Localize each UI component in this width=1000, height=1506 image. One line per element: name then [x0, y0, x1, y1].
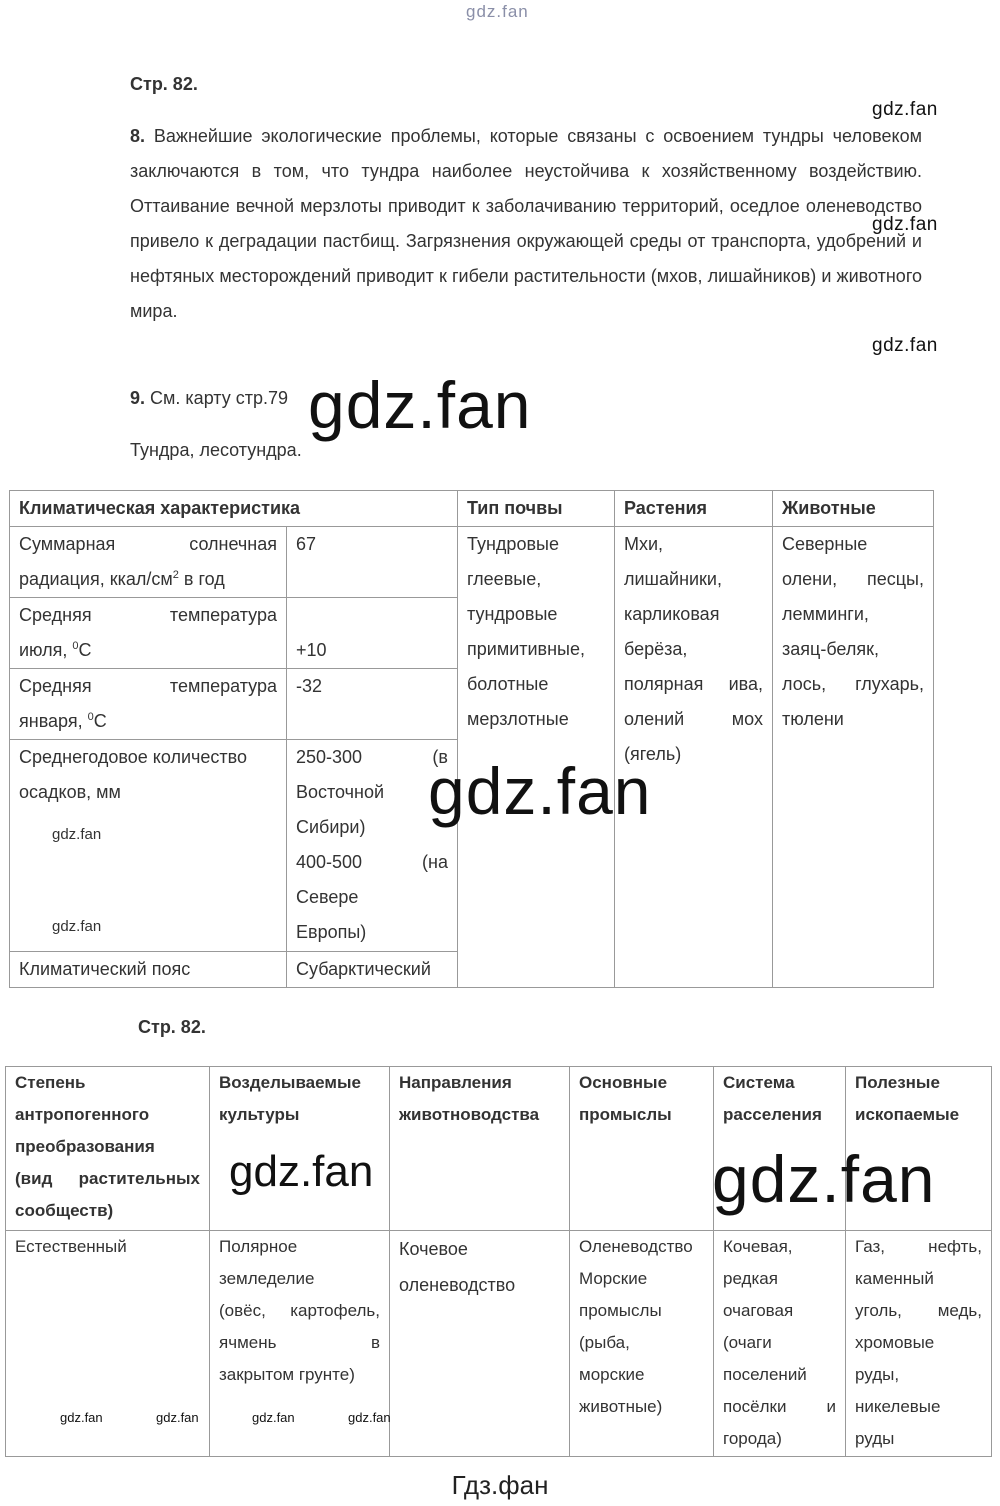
cell-line: болотные: [467, 674, 549, 694]
cell-line: Тундровые: [467, 534, 559, 554]
cell-line: преобразования: [15, 1137, 155, 1156]
cell-line: (ягель): [624, 744, 682, 764]
cell-text: июля,: [19, 640, 73, 660]
cell-line: хромовые: [855, 1333, 935, 1352]
cell-line: руды,: [855, 1365, 900, 1384]
cell-line: Степень: [15, 1073, 86, 1092]
watermark: gdz.fan: [348, 1410, 391, 1425]
table-cell: -32: [287, 669, 458, 740]
cell-line: лемминги,: [782, 604, 869, 624]
cell-line: культуры: [219, 1105, 300, 1124]
footer-text: Гдз.фан: [451, 1470, 549, 1500]
cell-line: посёлки и: [723, 1397, 836, 1416]
cell-line: 250-300 (в: [296, 747, 448, 767]
cell-line: Севере: [296, 887, 359, 907]
cell-line: Европы): [296, 922, 367, 942]
cell-text: радиация, ккал/см: [19, 569, 173, 589]
cell-line: промыслы: [579, 1105, 672, 1124]
cell-line: каменный: [855, 1269, 934, 1288]
superscript: 0: [87, 711, 94, 723]
cell-line: примитивные,: [467, 639, 585, 659]
cell-line: руды: [855, 1429, 895, 1448]
watermark: gdz.fan: [60, 1410, 103, 1425]
table-header: [570, 1067, 714, 1231]
cell-line: лишайники,: [624, 569, 722, 589]
cell-line: (очаги: [723, 1333, 772, 1352]
cell-line: Направления: [399, 1073, 512, 1092]
watermark: gdz.fan: [229, 1147, 374, 1196]
cell-line: Основные: [579, 1073, 668, 1092]
cell-line: расселения: [723, 1105, 822, 1124]
cell-line: мерзлотные: [467, 709, 569, 729]
watermark: gdz.fan: [872, 214, 938, 235]
table-cell: +10: [287, 598, 458, 669]
cell-line: (рыба,: [579, 1333, 630, 1352]
cell-line: тюлени: [782, 709, 844, 729]
cell-line: оленеводство: [399, 1275, 516, 1295]
watermark: gdz.fan: [52, 918, 102, 935]
cell-line: Морские: [579, 1269, 648, 1288]
watermark: gdz.fan: [712, 1142, 936, 1216]
watermark: gdz.fan: [872, 99, 938, 120]
cell-line: тундровые: [467, 604, 558, 624]
table-header: Климатическая характеристика: [10, 491, 458, 527]
question-9: [130, 381, 288, 416]
cell-line: Система: [723, 1073, 795, 1092]
question-8-text: Важнейшие экологические проблемы, которые связаны с освоением тундры человеком заключаются в том, что тундра наиболее неустойчива к хозяйственному воздействию. Оттаивание вечной мерзлоты приводит к заболачиванию территорий, оседлое оленеводство привело к деградации пастбищ. Загрязнения окружающей среды от транспорта, удобрений и нефтяных месторождений приводит к гибели растительности (мхов, лишайников) и животного мира.: [130, 126, 922, 321]
cell-line: уголь, медь,: [855, 1301, 982, 1320]
page-heading: Стр. 82.: [130, 74, 198, 94]
table-cell: [846, 1231, 992, 1457]
cell-line: Сибири): [296, 817, 366, 837]
economy-table: [5, 1066, 992, 1457]
cell-text: С: [93, 711, 107, 731]
cell-line: редкая: [723, 1269, 778, 1288]
climate-table: [9, 490, 934, 988]
cell-line: Кочевое: [399, 1239, 468, 1259]
cell-line: Оленеводство: [579, 1237, 693, 1256]
cell-line: никелевые: [855, 1397, 941, 1416]
table-cell: 67: [287, 527, 458, 598]
cell-line: ячмень в: [219, 1333, 380, 1352]
table-header: Растения: [615, 491, 773, 527]
cell-line: олений мох: [624, 709, 763, 729]
cell-line: глеевые,: [467, 569, 542, 589]
cell-line: Средняя температура: [19, 676, 277, 696]
cell-line: поселений: [723, 1365, 807, 1384]
cell-line: заяц-беляк,: [782, 639, 879, 659]
cell-line: Газ, нефть,: [855, 1237, 982, 1256]
table-cell: [10, 669, 287, 740]
cell-line: закрытом грунте): [219, 1365, 355, 1384]
watermark: gdz.fan: [252, 1410, 295, 1425]
cell-line: антропогенного: [15, 1105, 150, 1124]
cell-line: (вид растительных: [15, 1169, 200, 1188]
superscript: 2: [172, 569, 179, 581]
cell-line: морские: [579, 1365, 645, 1384]
cell-line: полярная ива,: [624, 674, 763, 694]
cell-line: [19, 562, 277, 597]
cell-line: Полезные: [855, 1073, 940, 1092]
cell-line: земледелие: [219, 1269, 315, 1288]
cell-line: Северные: [782, 534, 868, 554]
table-header: Животные: [773, 491, 934, 527]
cell-line: Средняя температура: [19, 605, 277, 625]
watermark: gdz.fan: [156, 1410, 199, 1425]
page-heading: Стр. 82.: [138, 1017, 206, 1037]
superscript: 0: [72, 640, 79, 652]
question-9-text: См. карту стр.79: [150, 388, 289, 408]
cell-line: животные): [579, 1397, 663, 1416]
cell-text: С: [78, 640, 92, 660]
cell-line: Мхи,: [624, 534, 664, 554]
question-number: 9.: [130, 388, 146, 408]
cell-line: сообществ): [15, 1201, 114, 1220]
table-cell: Климатический пояс: [10, 952, 287, 988]
question-8: [130, 119, 922, 329]
cell-line: города): [723, 1429, 782, 1448]
animals-cell: [773, 527, 934, 988]
cell-line: Восточной: [296, 782, 385, 802]
cell-line: 400-500 (на: [296, 852, 448, 872]
question-9-answer: Тундра, лесотундра.: [130, 440, 302, 460]
table-cell: [10, 527, 287, 598]
cell-line: лось, глухарь,: [782, 674, 924, 694]
cell-line: [19, 704, 277, 739]
cell-line: животноводства: [399, 1105, 540, 1124]
cell-line: промыслы: [579, 1301, 662, 1320]
watermark: gdz.fan: [872, 335, 938, 356]
cell-line: ископаемые: [855, 1105, 960, 1124]
table-cell: [714, 1231, 846, 1457]
watermark: gdz.fan: [52, 826, 102, 843]
table-cell: [390, 1231, 570, 1457]
cell-line: очаговая: [723, 1301, 794, 1320]
table-cell: Среднегодовое количество осадков, мм: [10, 740, 287, 952]
table-header: [390, 1067, 570, 1231]
cell-line: [19, 633, 277, 668]
cell-text: в год: [178, 569, 225, 589]
question-number: 8.: [130, 126, 146, 146]
table-cell: [10, 598, 287, 669]
table-header: Тип почвы: [458, 491, 615, 527]
table-header: [6, 1067, 210, 1231]
cell-line: Возделываемые: [219, 1073, 361, 1092]
cell-line: карликовая: [624, 604, 720, 624]
cell-line: Полярное: [219, 1237, 298, 1256]
cell-line: Естественный: [15, 1237, 127, 1256]
top-watermark: gdz.fan: [466, 2, 529, 21]
cell-line: (овёс, картофель,: [219, 1301, 380, 1320]
table-cell: Субарктический: [287, 952, 458, 988]
cell-line: берёза,: [624, 639, 688, 659]
cell-line: Кочевая,: [723, 1237, 793, 1256]
table-cell: [570, 1231, 714, 1457]
cell-line: олени, песцы,: [782, 569, 924, 589]
cell-text: января,: [19, 711, 88, 731]
watermark: gdz.fan: [308, 368, 532, 442]
cell-line: Суммарная солнечная: [19, 534, 277, 554]
watermark: gdz.fan: [428, 754, 652, 828]
